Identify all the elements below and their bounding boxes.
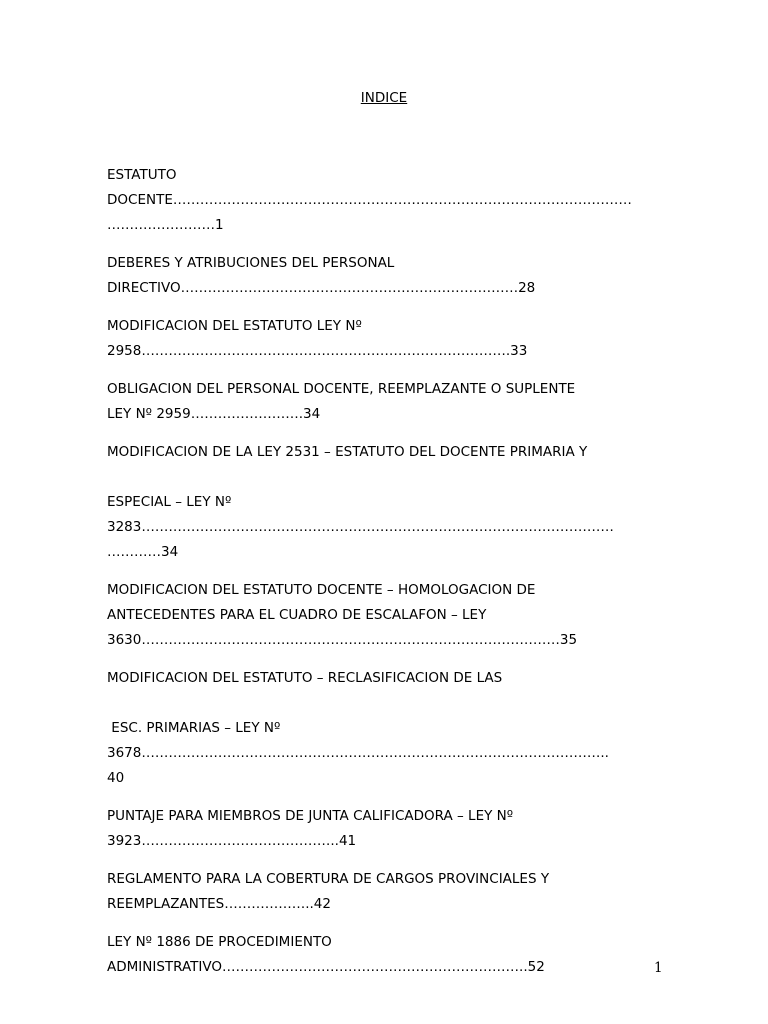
toc-line: MODIFICACION DE LA LEY 2531 – ESTATUTO DEL DOCENTE PRIMARIA Y — [107, 444, 588, 460]
toc-entry-deberes-atribuciones — [107, 251, 667, 301]
toc-line: MODIFICACION DEL ESTATUTO – RECLASIFICACION DE LAS — [107, 670, 503, 686]
toc-entry-estatuto-docente — [107, 163, 667, 238]
toc-line: OBLIGACION DEL PERSONAL DOCENTE, REEMPLAZANTE O SUPLENTE — [107, 381, 576, 397]
toc-entry-homologacion-ley-3630 — [107, 578, 667, 653]
page-number: 1 — [654, 960, 663, 976]
toc-line: ESC. PRIMARIAS – LEY Nº — [107, 720, 281, 736]
toc-line: DEBERES Y ATRIBUCIONES DEL PERSONAL — [107, 255, 395, 271]
toc-entry-obligacion-ley-2959 — [107, 377, 667, 427]
toc-line: ……………………1 — [107, 217, 224, 233]
toc-line: 3923……………………………………..41 — [107, 833, 357, 849]
toc-line: 3678………………………………………………………………………………………….. — [107, 745, 609, 761]
toc-line: ESPECIAL – LEY Nº — [107, 494, 232, 510]
toc-line: LEY Nº 2959…………………….34 — [107, 406, 321, 422]
index-title: INDICE — [360, 90, 408, 106]
toc-line: ESTATUTO — [107, 167, 177, 183]
toc-line: 3283…………………………………………………………………………………………… — [107, 519, 614, 535]
toc-line: ANTECEDENTES PARA EL CUADRO DE ESCALAFON – LEY — [107, 607, 487, 623]
toc-line: 3630…………………………………………………………………………………35 — [107, 632, 578, 648]
toc-entry-reglamento-cobertura — [107, 867, 667, 917]
toc-line: DIRECTIVO…………………………………………………………………28 — [107, 280, 536, 296]
toc-entry-modificacion-ley-2958 — [107, 314, 667, 364]
toc-line: PUNTAJE PARA MIEMBROS DE JUNTA CALIFICADORA – LEY Nº — [107, 808, 514, 824]
toc-line: ADMINISTRATIVO…………………………………………………………..52 — [107, 959, 545, 975]
toc-line: …………34 — [107, 544, 179, 560]
toc-line: REEMPLAZANTES………………..42 — [107, 896, 331, 912]
toc-entry-reclasificacion-ley-3678 — [107, 666, 667, 791]
table-of-contents — [107, 163, 667, 980]
toc-entry-modificacion-ley-3283 — [107, 440, 667, 565]
toc-line: REGLAMENTO PARA LA COBERTURA DE CARGOS PROVINCIALES Y — [107, 871, 550, 887]
toc-line: MODIFICACION DEL ESTATUTO LEY Nº — [107, 318, 362, 334]
toc-line: LEY Nº 1886 DE PROCEDIMIENTO — [107, 934, 332, 950]
toc-line: DOCENTE………………………………………………………………………………………… — [107, 192, 632, 208]
toc-line: MODIFICACION DEL ESTATUTO DOCENTE – HOMOLOGACION DE — [107, 582, 536, 598]
toc-line: 2958……………………………………………………………………….33 — [107, 343, 528, 359]
toc-entry-ley-1886 — [107, 930, 667, 980]
toc-entry-puntaje-ley-3923 — [107, 804, 667, 854]
toc-line: 40 — [107, 770, 125, 786]
